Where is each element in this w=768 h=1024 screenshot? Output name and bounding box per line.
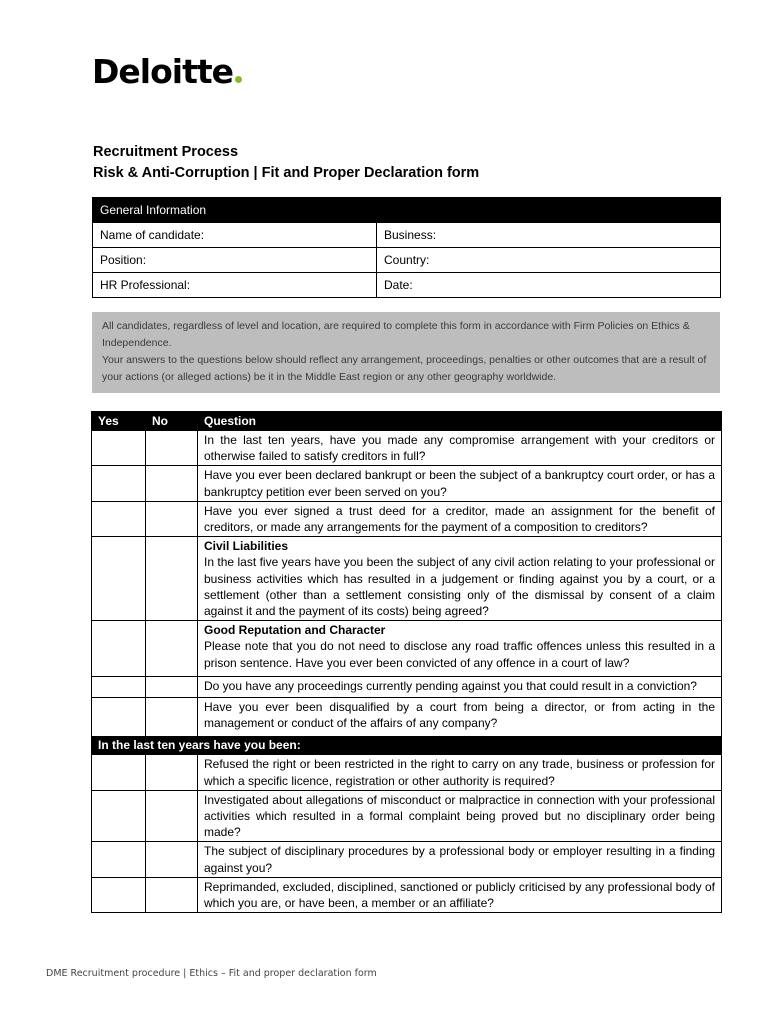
name-of-candidate-label: Name of candidate: — [100, 228, 205, 242]
question-row — [92, 466, 722, 501]
no-checkbox-cell[interactable] — [146, 676, 198, 697]
date-field[interactable] — [377, 273, 721, 298]
yes-checkbox-cell[interactable] — [92, 676, 146, 697]
question-row — [92, 621, 722, 677]
business-field[interactable] — [377, 223, 721, 248]
yes-checkbox-cell[interactable] — [92, 431, 146, 466]
yes-checkbox-cell[interactable] — [92, 790, 146, 842]
no-column-header: No — [146, 412, 198, 431]
yes-checkbox-cell[interactable] — [92, 755, 146, 790]
no-checkbox-cell[interactable] — [146, 431, 198, 466]
general-information-header: General Information — [93, 198, 721, 223]
question-row — [92, 431, 722, 466]
question-text: In the last ten years, have you made any compromise arrangement with your creditors or otherwise failed to satisfy creditors in full? — [198, 431, 722, 466]
question-column-header: Question — [198, 412, 722, 431]
page-footer: DME Recruitment procedure | Ethics – Fit and proper declaration form — [46, 968, 377, 979]
yes-checkbox-cell[interactable] — [92, 877, 146, 912]
yes-column-header: Yes — [92, 412, 146, 431]
question-text: Have you ever signed a trust deed for a creditor, made an assignment for the benefit of creditors, or made any arrangements for the payment of a composition to creditors? — [198, 501, 722, 536]
good-reputation-heading: Good Reputation and Character — [204, 623, 386, 638]
question-cell — [198, 537, 722, 621]
hr-professional-label: HR Professional: — [100, 278, 191, 292]
question-row — [92, 676, 722, 697]
civil-liabilities-heading: Civil Liabilities — [204, 539, 289, 554]
notice-line-2: Your answers to the questions below should reflect any arrangement, proceedings, penalties or other outcomes that are a result of your actions (or alleged actions) be it in the Middle East region or any other geography worldwide. — [102, 354, 707, 383]
no-checkbox-cell[interactable] — [146, 755, 198, 790]
country-field[interactable] — [377, 248, 721, 273]
position-field[interactable] — [93, 248, 377, 273]
no-checkbox-cell[interactable] — [146, 698, 198, 737]
yes-checkbox-cell[interactable] — [92, 537, 146, 621]
question-row — [92, 842, 722, 877]
question-row — [92, 877, 722, 912]
question-text: Investigated about allegations of misconduct or malpractice in connection with your professional activities which resulted in a formal complaint being proved but no disciplinary order being made? — [198, 790, 722, 842]
date-label: Date: — [384, 278, 413, 292]
no-checkbox-cell[interactable] — [146, 501, 198, 536]
title-line-2: Risk & Anti-Corruption | Fit and Proper Declaration form — [93, 165, 480, 181]
question-text: Have you ever been disqualified by a court from being a director, or from acting in the management or conduct of the affairs of any company? — [198, 698, 722, 737]
country-label: Country: — [384, 253, 430, 267]
declaration-questions-table — [91, 411, 722, 913]
no-checkbox-cell[interactable] — [146, 466, 198, 501]
question-row — [92, 698, 722, 737]
question-text: In the last five years have you been the subject of any civil action relating to your professional or business activities which has resulted in a judgement or finding against you by a court, or a settlement (other than a settlement consisting only of the dismissal by consent of a claim against it and the payment of its costs) being agreed? — [204, 555, 715, 619]
business-label: Business: — [384, 228, 437, 242]
no-checkbox-cell[interactable] — [146, 621, 198, 677]
document-title — [93, 142, 479, 184]
question-row — [92, 501, 722, 536]
logo-green-dot — [235, 76, 242, 83]
yes-checkbox-cell[interactable] — [92, 698, 146, 737]
section-header-last-ten-years: In the last ten years have you been: — [92, 737, 722, 755]
question-cell — [198, 621, 722, 677]
name-of-candidate-field[interactable] — [93, 223, 377, 248]
question-text: Have you ever been declared bankrupt or been the subject of a bankruptcy court order, or has a bankruptcy petition ever been served on you? — [198, 466, 722, 501]
hr-professional-field[interactable] — [93, 273, 377, 298]
no-checkbox-cell[interactable] — [146, 537, 198, 621]
no-checkbox-cell[interactable] — [146, 877, 198, 912]
question-row — [92, 537, 722, 621]
yes-checkbox-cell[interactable] — [92, 842, 146, 877]
no-checkbox-cell[interactable] — [146, 842, 198, 877]
question-text: The subject of disciplinary procedures by a professional body or employer resulting in a finding against you? — [198, 842, 722, 877]
question-text: Please note that you do not need to disclose any road traffic offences unless this resulted in a prison sentence. Have you ever been convicted of any offence in a court of law? — [204, 639, 715, 670]
question-text: Refused the right or been restricted in the right to carry on any trade, business or profession for which a specific licence, registration or other authority is required? — [198, 755, 722, 790]
yes-checkbox-cell[interactable] — [92, 501, 146, 536]
question-row — [92, 755, 722, 790]
yes-checkbox-cell[interactable] — [92, 466, 146, 501]
deloitte-logo — [92, 52, 242, 92]
notice-line-1: All candidates, regardless of level and location, are required to complete this form in accordance with Firm Policies on Ethics & Independence. — [102, 320, 690, 349]
no-checkbox-cell[interactable] — [146, 790, 198, 842]
title-line-1: Recruitment Process — [93, 144, 239, 160]
question-row — [92, 790, 722, 842]
yes-checkbox-cell[interactable] — [92, 621, 146, 677]
question-text: Reprimanded, excluded, disciplined, sanctioned or publicly criticised by any professional body of which you are, or have been, a member or an affiliate? — [198, 877, 722, 912]
logo-text: Deloitte — [92, 52, 233, 91]
instructions-notice — [92, 312, 720, 393]
general-information-table — [92, 197, 721, 298]
question-text: Do you have any proceedings currently pending against you that could result in a conviction? — [198, 676, 722, 697]
position-label: Position: — [100, 253, 147, 267]
